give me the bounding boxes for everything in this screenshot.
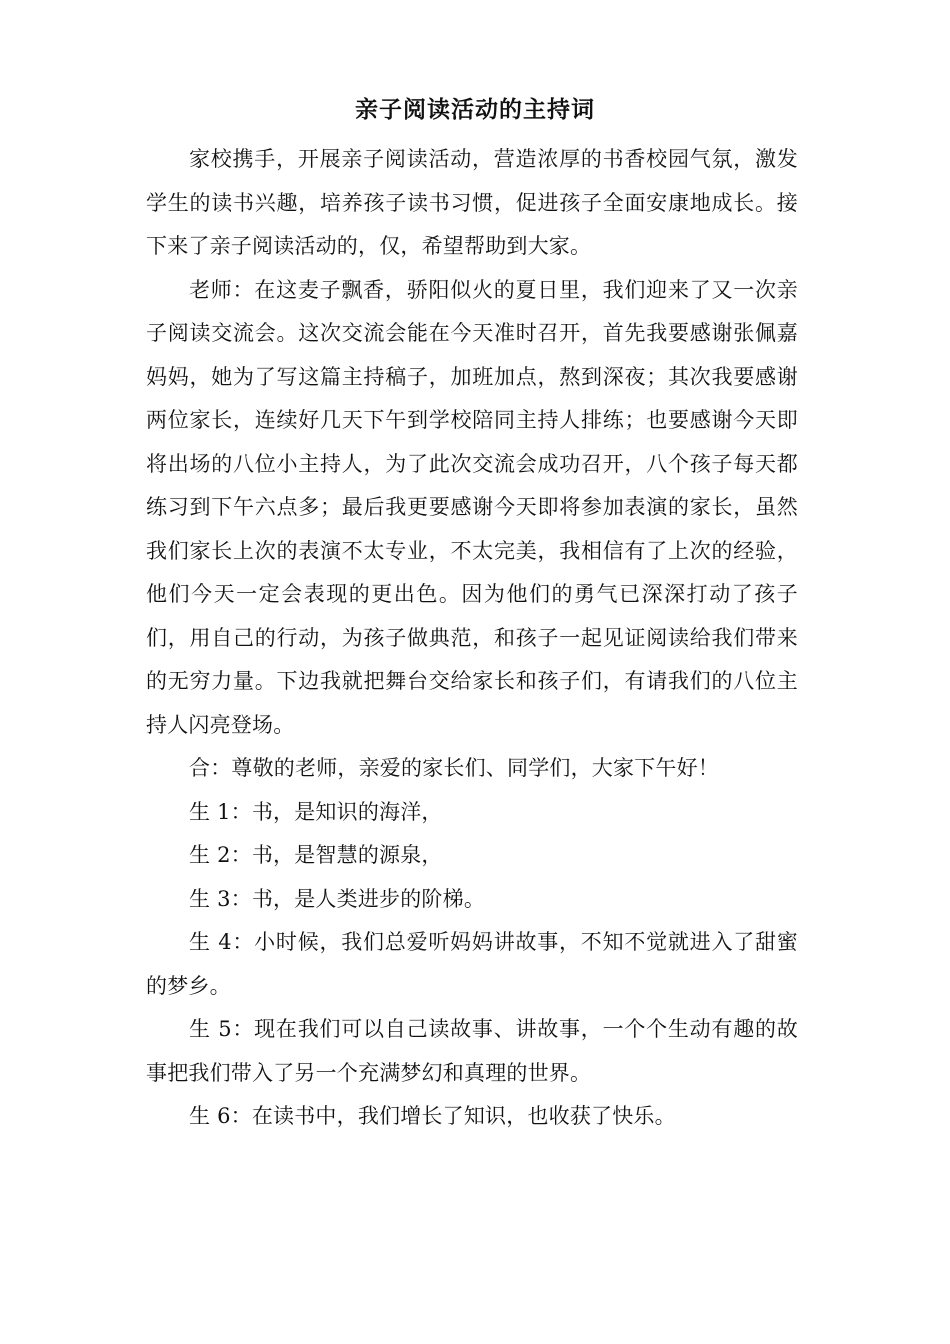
page-title: 亲子阅读活动的主持词 (355, 97, 595, 123)
paragraph-student-3: 生 3：书，是人类进步的阶梯。 (189, 886, 486, 911)
paragraph-chorus: 合：尊敬的老师，亲爱的家长们、同学们，大家下午好！ (189, 756, 719, 780)
paragraph-student-2: 生 2：书，是智慧的源泉， (189, 843, 443, 867)
paragraph-teacher: 老师：在这麦子飘香，骄阳似火的夏日里，我们迎来了又一次亲子阅读交流会。这次交流会能在今天准时召开，首先我要感谢张佩嘉妈妈，她为了写这篇主持稿子，加班加点，熬到深夜；其次我要感谢两位家长，连续好几天下午到学校陪同主持人排练；也要感谢今天即将出场的八位小主持人，为了此次交流会成功召开，八个孩子每天都练习到下午六点多；最后我更要感谢今天即将参加表演的家长，虽然我们家长上次的表演不太专业，不太完美，我相信有了上次的经验，他们今天一定会表现的更出色。因为他们的勇气已深深打动了孩子们，用自己的行动，为孩子做典范，和孩子一起见证阅读给我们带来的无穷力量。下边我就把舞台交给家长和孩子们，有请我们的八位主持人闪亮登场。 (146, 277, 798, 737)
paragraph-student-6: 生 6：在读书中，我们增长了知识，也收获了快乐。 (189, 1104, 676, 1128)
paragraph-intro: 家校携手，开展亲子阅读活动，营造浓厚的书香校园气氛，激发学生的读书兴趣，培养孩子读书习惯，促进孩子全面安康地成长。接下来了亲子阅读活动的，仅，希望帮助到大家。 (146, 147, 798, 258)
paragraph-student-1: 生 1：书，是知识的海洋， (189, 799, 443, 824)
paragraph-student-5: 生 5：现在我们可以自己读故事、讲故事，一个个生动有趣的故事把我们带入了另一个充满梦幻和真理的世界。 (146, 1017, 798, 1085)
paragraph-student-4: 生 4：小时候，我们总爱听妈妈讲故事，不知不觉就进入了甜蜜的梦乡。 (146, 930, 798, 998)
document-body (146, 138, 798, 1139)
